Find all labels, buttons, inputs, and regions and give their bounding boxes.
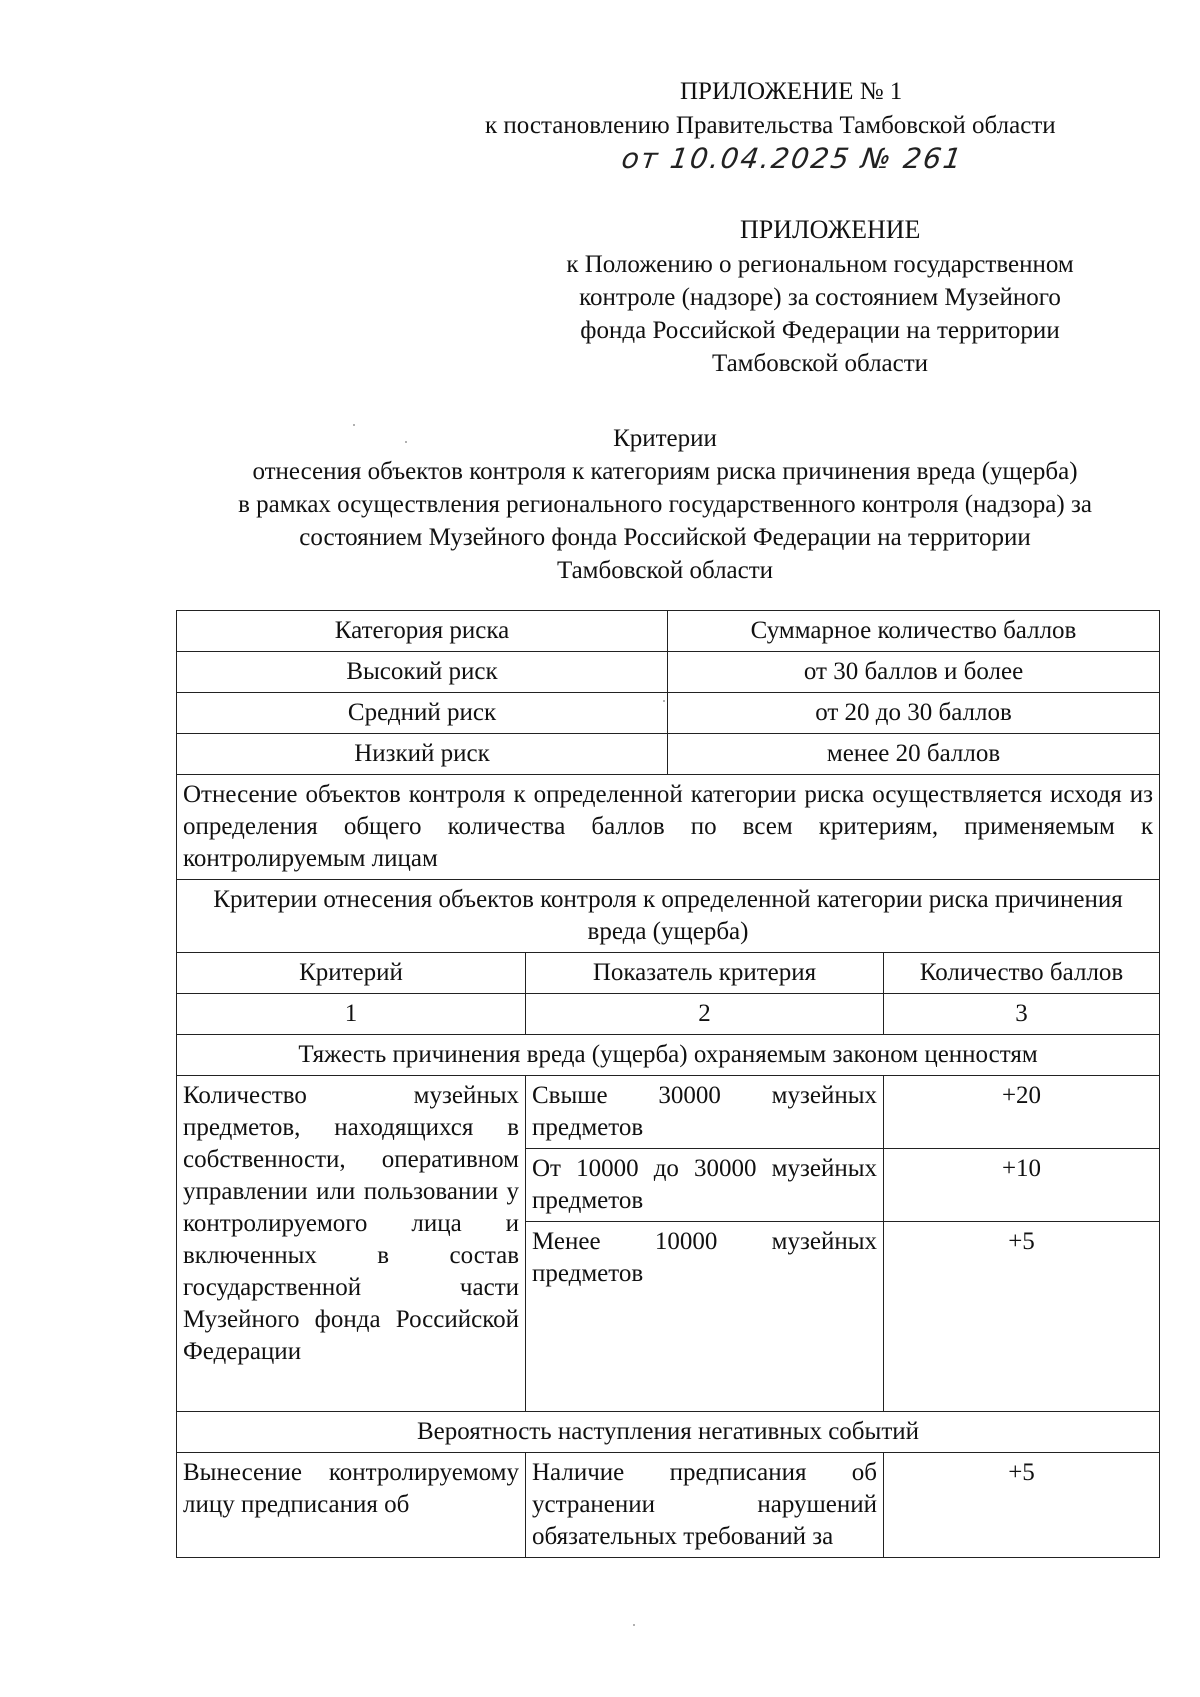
- risk-note: Отнесение объектов контроля к определенной категории риска осуществляется исходя из определения общего количества баллов по всем критериям, применяемым к контролируемым лицам: [177, 775, 1160, 880]
- criteria-title-row: [177, 880, 1160, 953]
- column-number: 1: [177, 994, 526, 1035]
- total-points-header: Суммарное количество баллов: [668, 611, 1160, 652]
- appendix-2-line: Тамбовской области: [711, 350, 929, 377]
- scan-speck: [663, 700, 665, 702]
- risk-table-header-row: [177, 611, 1160, 652]
- section-2-row: [177, 1453, 1160, 1558]
- appendix-2-line: фонда Российской Федерации на территории: [580, 317, 1060, 344]
- column-number: 3: [884, 994, 1160, 1035]
- scan-speck: [405, 441, 407, 443]
- appendix-1-title: ПРИЛОЖЕНИЕ № 1: [680, 78, 903, 105]
- appendix-1-subtitle: к постановлению Правительства Тамбовской области: [485, 112, 1056, 139]
- section-2-title-row: [177, 1412, 1160, 1453]
- risk-points-medium: от 20 до 30 баллов: [668, 693, 1160, 734]
- section-1-points: +20: [884, 1076, 1160, 1149]
- criteria-heading-line: отнесения объектов контроля к категориям риска причинения вреда (ущерба): [252, 458, 1078, 485]
- risk-points-low: менее 20 баллов: [668, 734, 1160, 775]
- criteria-heading-line: состоянием Музейного фонда Российской Федерации на территории: [299, 524, 1031, 551]
- criteria-heading-line: Тамбовской области: [556, 557, 774, 584]
- section-1-indicator: Свыше 30000 музейных предметов: [526, 1076, 884, 1149]
- section-2-title: Вероятность наступления негативных событий: [177, 1412, 1160, 1453]
- section-1-title-row: [177, 1035, 1160, 1076]
- risk-table-row: [177, 693, 1160, 734]
- risk-note-row: [177, 775, 1160, 880]
- section-2-criterion: Вынесение контролируемому лицу предписания об: [177, 1453, 526, 1558]
- section-1-criterion: Количество музейных предметов, находящихся в собственности, оперативном управлении или пользовании у контролируемого лица и включенных в состав государственной части Музейного фонда Российской Федерации: [177, 1076, 526, 1412]
- points-header: Количество баллов: [884, 953, 1160, 994]
- scan-speck: [633, 1624, 635, 1626]
- appendix-2-line: к Положению о региональном государственном: [566, 251, 1074, 278]
- criteria-heading: [160, 422, 1170, 587]
- criteria-table: [176, 610, 1160, 1558]
- appendix-2-subtitle: [520, 248, 1120, 380]
- section-1-row: [177, 1076, 1160, 1149]
- indicator-header: Показатель критерия: [526, 953, 884, 994]
- section-2-indicator: Наличие предписания об устранении нарушений обязательных требований за: [526, 1453, 884, 1558]
- risk-table-row: [177, 652, 1160, 693]
- column-numbers-row: [177, 994, 1160, 1035]
- scan-speck: [353, 424, 355, 426]
- handwritten-date-number: от 10.04.2025 № 261: [619, 142, 966, 175]
- risk-category-header: Категория риска: [177, 611, 668, 652]
- section-1-title: Тяжесть причинения вреда (ущерба) охраняемым законом ценностям: [177, 1035, 1160, 1076]
- criteria-table-title: Критерии отнесения объектов контроля к определенной категории риска причинения вреда (ущерба): [177, 880, 1160, 953]
- risk-table-row: [177, 734, 1160, 775]
- risk-category-low: Низкий риск: [177, 734, 668, 775]
- section-1-indicator: Менее 10000 музейных предметов: [526, 1222, 884, 1412]
- criteria-header-row: [177, 953, 1160, 994]
- section-1-indicator: От 10000 до 30000 музейных предметов: [526, 1149, 884, 1222]
- appendix-2-line: контроле (надзоре) за состоянием Музейного: [579, 284, 1061, 311]
- section-1-points: +10: [884, 1149, 1160, 1222]
- column-number: 2: [526, 994, 884, 1035]
- risk-category-medium: Средний риск: [177, 693, 668, 734]
- criteria-heading-line: в рамках осуществления регионального государственного контроля (надзора) за: [238, 491, 1092, 518]
- criterion-header: Критерий: [177, 953, 526, 994]
- risk-points-high: от 30 баллов и более: [668, 652, 1160, 693]
- appendix-2-title: ПРИЛОЖЕНИЕ: [740, 215, 921, 244]
- risk-category-high: Высокий риск: [177, 652, 668, 693]
- section-1-points: +5: [884, 1222, 1160, 1412]
- criteria-title: Критерии: [613, 425, 717, 452]
- section-2-points: +5: [884, 1453, 1160, 1558]
